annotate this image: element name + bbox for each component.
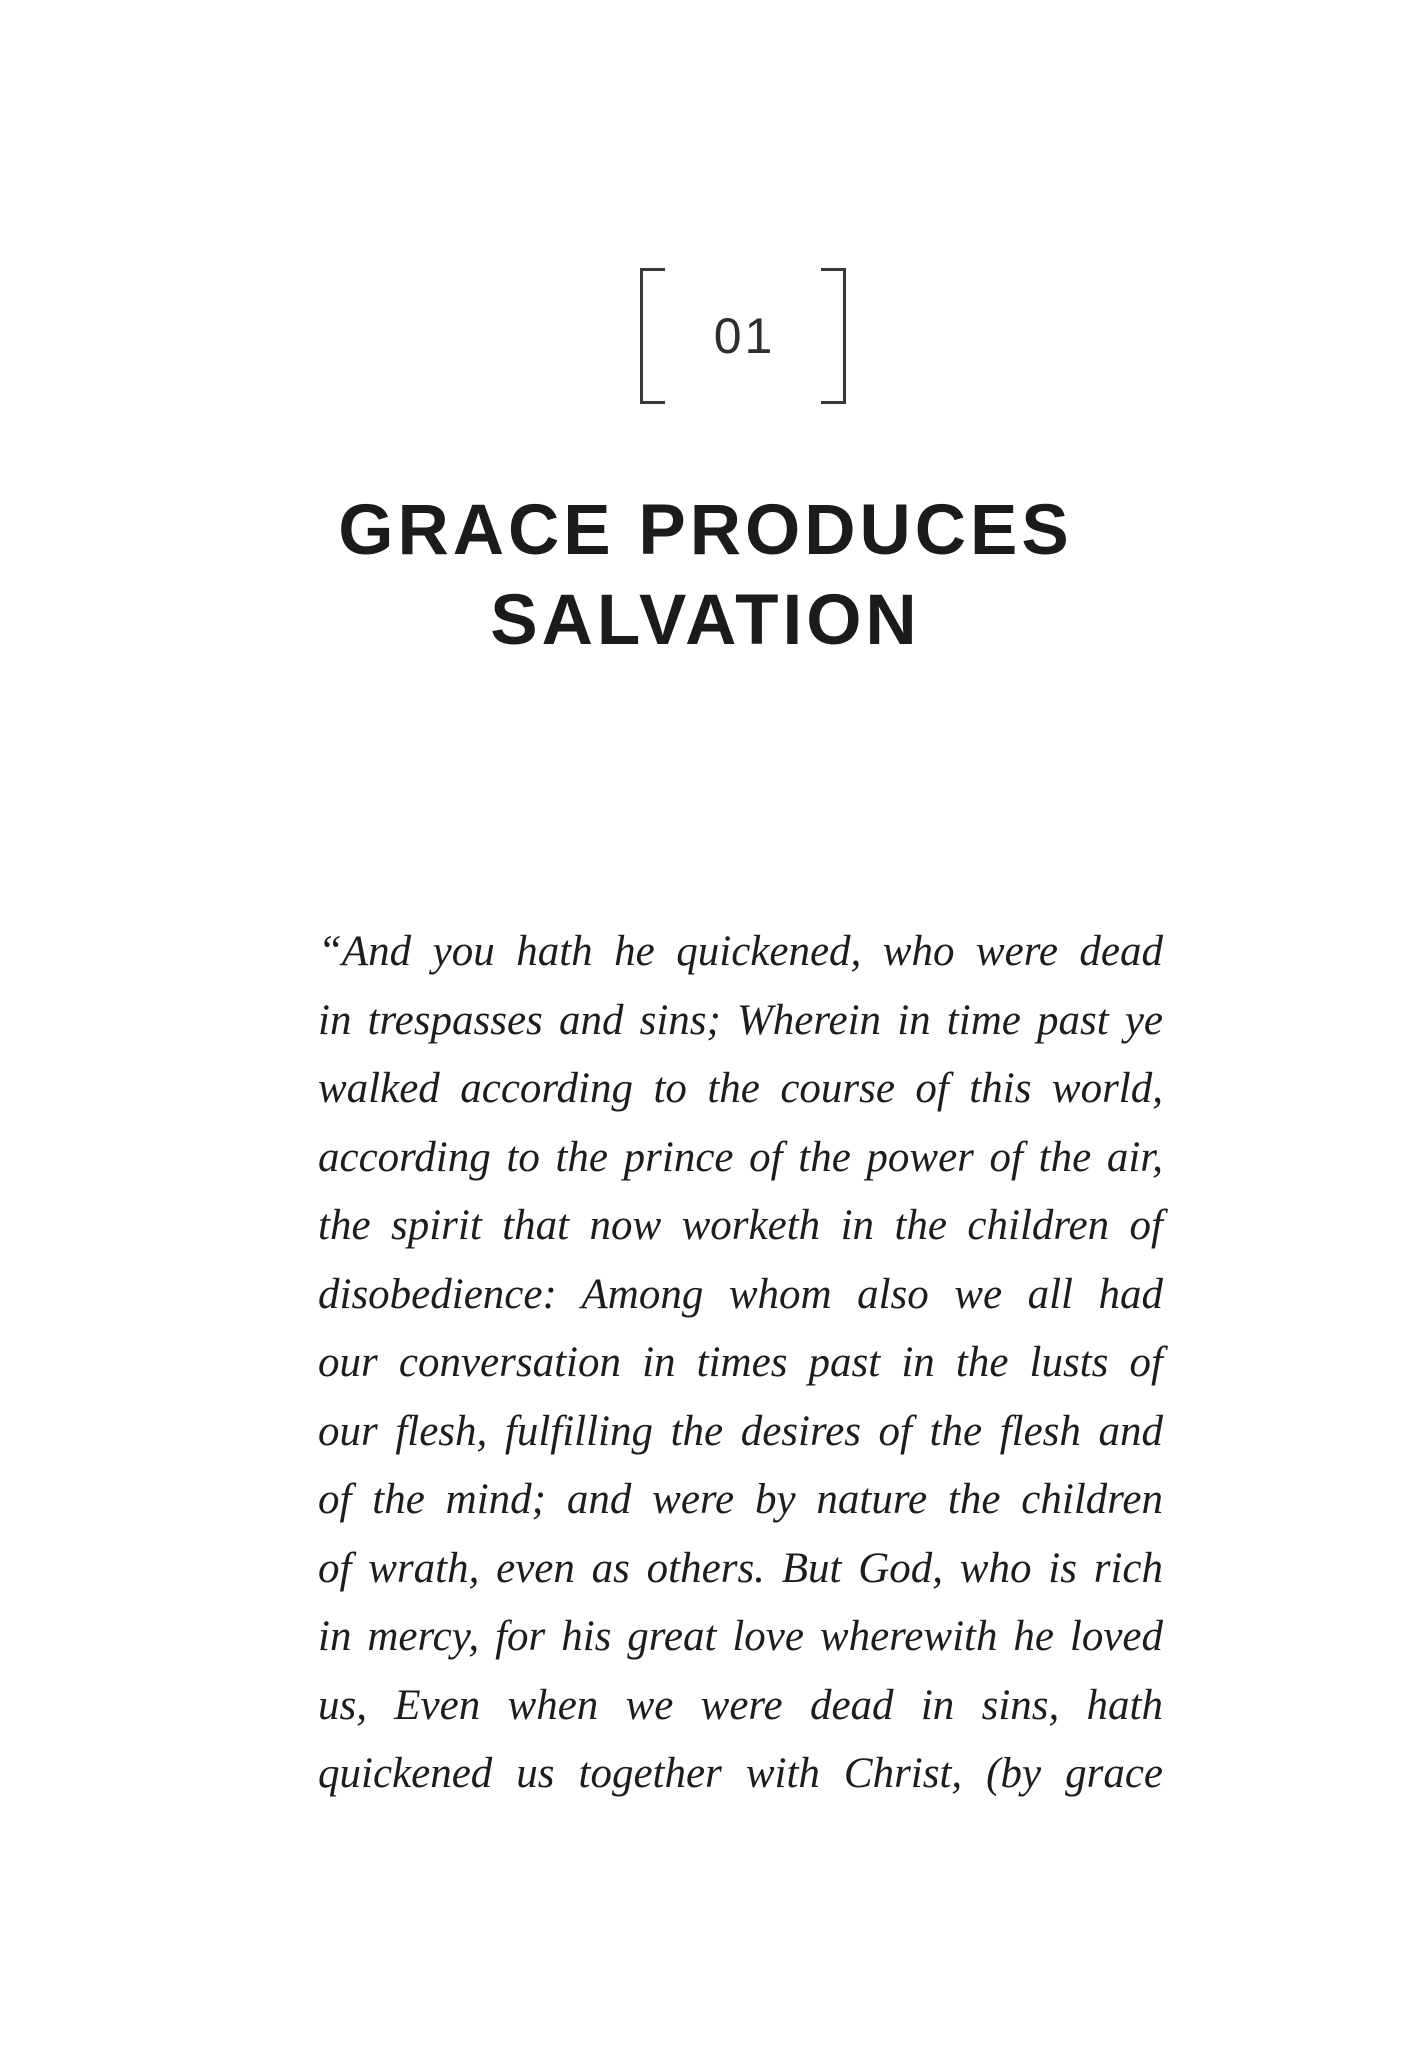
verse-line: walked according to the course of this world, <box>318 1065 1163 1112</box>
left-bracket-icon <box>640 268 665 404</box>
verse-line: our flesh, fulfilling the desires of the flesh and <box>318 1407 1163 1455</box>
chapter-title <box>283 486 1128 666</box>
scripture-passage <box>318 918 1163 1809</box>
verse-line: quickened us together with Christ, (by grace <box>318 1750 1163 1797</box>
right-bracket-icon <box>821 268 846 404</box>
chapter-title-line-2: SALVATION <box>490 581 921 660</box>
verse-line: us, Even when we were dead in sins, hath <box>318 1681 1163 1729</box>
verse-line: of wrath, even as others. But God, who is rich <box>318 1544 1163 1592</box>
chapter-number: 01 <box>713 308 776 364</box>
verse-line: according to the prince of the power of the air, <box>318 1133 1163 1181</box>
verse-line: the spirit that now worketh in the children of <box>318 1202 1163 1249</box>
chapter-title-line-1: GRACE PRODUCES <box>338 491 1073 570</box>
verse-line: disobedience: Among whom also we all had <box>318 1270 1163 1318</box>
verse-line: of the mind; and were by nature the children <box>318 1476 1163 1523</box>
chapter-number-figure <box>640 268 846 404</box>
verse-line: in mercy, for his great love wherewith he loved <box>318 1613 1163 1660</box>
verse-line: “And you hath he quickened, who were dead <box>318 928 1163 975</box>
verse-line: our conversation in times past in the lusts of <box>318 1339 1163 1386</box>
verse-line: in trespasses and sins; Wherein in time past ye <box>318 996 1163 1044</box>
